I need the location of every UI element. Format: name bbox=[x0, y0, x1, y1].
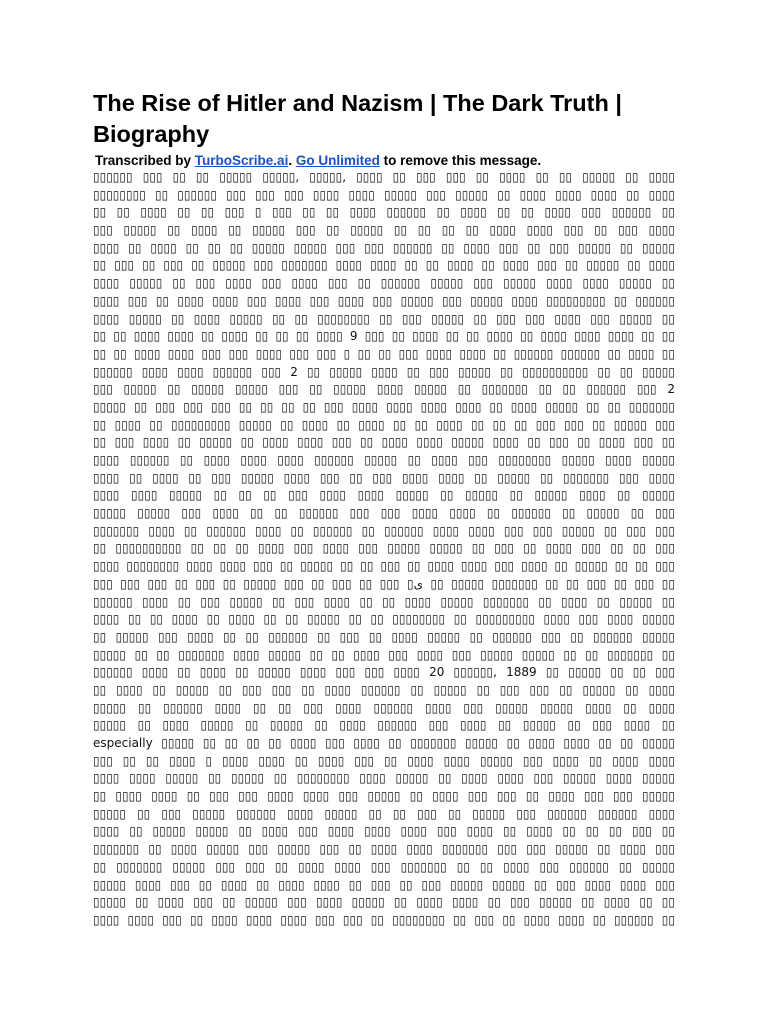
transcription-notice bbox=[95, 152, 675, 169]
transcript-line: ▯▯▯▯▯ ▯▯▯▯▯ ▯▯▯ ▯▯▯▯ ▯▯ ▯▯ ▯▯▯▯▯▯ ▯▯▯ ▯▯▯ ▯▯▯▯ ▯▯▯▯ ▯▯ ▯▯▯▯▯▯ ▯▯ ▯▯▯▯▯ ▯▯ ▯▯▯ bbox=[93, 506, 675, 521]
notice-separator: . bbox=[288, 153, 296, 168]
transcript-body bbox=[93, 169, 675, 935]
transcript-line: ▯▯▯▯▯▯ ▯▯▯▯ ▯▯ ▯▯▯ ▯▯▯▯▯ ▯▯ ▯▯▯ ▯▯▯▯ ▯▯ ▯▯ ▯▯▯▯ ▯▯▯▯▯ ▯▯▯▯▯▯▯ ▯▯ ▯▯▯▯ ▯▯ ▯▯▯▯▯ ▯▯ bbox=[93, 594, 675, 609]
transcript-line: ▯▯ ▯▯▯ ▯▯ ▯▯▯ ▯▯ ▯▯▯▯▯ ▯▯▯ ▯▯▯▯▯▯▯ ▯▯▯▯ ▯▯▯▯ ▯▯ ▯▯ ▯▯▯▯ ▯▯ ▯▯▯▯ ▯▯▯ ▯▯ ▯▯▯▯▯ ▯▯ ▯▯▯▯ bbox=[93, 258, 675, 273]
notice-suffix: to remove this message. bbox=[379, 153, 542, 168]
transcript-line: ▯▯▯▯▯▯ ▯▯▯▯ ▯▯▯▯ ▯▯▯▯▯▯ ▯▯▯ 2 ▯▯ ▯▯▯▯▯ ▯▯▯▯ ▯▯ ▯▯▯ ▯▯▯▯▯ ▯▯ ▯▯▯▯▯▯▯▯▯▯ ▯▯ ▯▯ ▯▯▯▯▯ bbox=[93, 364, 675, 379]
transcript-line: ▯▯▯▯▯▯▯ ▯▯ ▯▯▯▯ ▯▯▯▯▯ ▯▯▯ ▯▯▯▯▯ ▯▯▯ ▯▯ ▯▯▯▯ ▯▯▯▯ ▯▯▯▯▯▯▯ ▯▯▯ ▯▯▯ ▯▯▯▯▯ ▯▯ ▯▯▯▯ ▯▯▯ bbox=[93, 842, 675, 857]
transcript-line: ▯▯▯▯▯ ▯▯ ▯▯▯▯ ▯▯▯▯▯ ▯▯ ▯▯▯▯▯ ▯▯ ▯▯▯▯ ▯▯▯▯▯▯ ▯▯▯ ▯▯▯▯ ▯▯ ▯▯▯▯▯ ▯▯ ▯▯▯ ▯▯▯▯ ▯▯ bbox=[93, 718, 675, 733]
transcript-line: ▯▯▯▯ ▯▯ ▯▯▯▯ ▯▯ ▯▯ ▯▯ ▯▯▯▯▯ ▯▯▯▯▯ ▯▯▯ ▯▯▯ ▯▯▯▯▯▯ ▯▯ ▯▯▯▯ ▯▯▯ ▯▯ ▯▯▯ ▯▯▯▯▯ ▯▯ ▯▯▯▯▯ bbox=[93, 240, 675, 255]
transcript-line: ▯▯▯▯ ▯▯▯▯ ▯▯▯▯▯ ▯▯ ▯▯▯▯▯ ▯▯ ▯▯▯▯▯▯▯▯ ▯▯▯▯ ▯▯▯▯▯ ▯▯ ▯▯▯▯ ▯▯▯▯ ▯▯▯ ▯▯▯▯▯ ▯▯▯▯ ▯▯▯▯▯ bbox=[93, 771, 675, 786]
transcript-line: ▯▯▯▯ ▯▯▯▯ ▯▯▯ ▯▯ ▯▯▯▯ ▯▯▯▯ ▯▯▯▯ ▯▯▯ ▯▯▯ ▯▯ ▯▯▯▯▯▯▯▯ ▯▯ ▯▯▯ ▯▯ ▯▯▯▯ ▯▯▯▯ ▯▯ ▯▯▯▯▯▯ ▯▯ bbox=[93, 912, 675, 927]
transcript-line: ▯▯▯▯▯ ▯▯ ▯▯▯ ▯▯▯ ▯▯▯ ▯▯ ▯▯ ▯▯ ▯▯ ▯▯▯ ▯▯▯▯ ▯▯▯▯ ▯▯▯▯ ▯▯▯▯ ▯▯ ▯▯▯▯ ▯▯▯▯▯ ▯▯ ▯▯ ▯▯▯▯▯▯▯ bbox=[93, 399, 675, 414]
transcript-line: ▯▯▯▯ ▯▯▯▯▯▯ ▯▯ ▯▯▯▯ ▯▯▯▯ ▯▯▯▯ ▯▯▯▯▯▯ ▯▯▯▯▯ ▯▯ ▯▯▯▯ ▯▯▯ ▯▯▯▯▯▯▯▯ ▯▯▯▯▯ ▯▯▯▯ ▯▯▯▯▯ bbox=[93, 453, 675, 467]
transcript-line: ▯▯▯▯▯ ▯▯ ▯▯▯ ▯▯▯▯▯ ▯▯▯▯▯▯ ▯▯▯▯ ▯▯▯▯▯ ▯▯ ▯▯ ▯▯▯ ▯▯ ▯▯▯▯▯ ▯▯▯ ▯▯▯▯▯▯ ▯▯▯▯▯▯ ▯▯▯▯ bbox=[93, 806, 675, 821]
transcript-line: ▯▯▯▯ ▯▯ ▯▯ ▯▯▯▯ ▯▯ ▯▯▯▯ ▯▯ ▯▯ ▯▯▯▯▯ ▯▯ ▯▯ ▯▯▯▯▯▯▯▯ ▯▯ ▯▯▯▯▯▯▯▯▯ ▯▯▯▯ ▯▯▯ ▯▯▯▯ ▯▯▯▯▯ bbox=[93, 612, 675, 627]
transcript-line: ▯▯ ▯▯▯▯ ▯▯ ▯▯▯▯▯ ▯▯ ▯▯▯ ▯▯▯ ▯▯ ▯▯▯▯ ▯▯▯▯▯▯ ▯▯ ▯▯▯▯▯ ▯▯ ▯▯▯ ▯▯▯ ▯▯ ▯▯▯▯▯ ▯▯ ▯▯▯▯ bbox=[93, 682, 675, 697]
transcript-line: ▯▯▯▯ ▯▯▯ ▯▯ ▯▯▯▯ ▯▯▯▯ ▯▯▯ ▯▯▯▯ ▯▯▯ ▯▯▯▯ ▯▯▯ ▯▯▯▯▯ ▯▯▯ ▯▯▯▯▯ ▯▯▯▯ ▯▯▯▯▯▯▯▯▯ ▯▯ ▯▯▯▯▯▯ bbox=[93, 293, 675, 308]
transcript-line: ▯▯▯▯ ▯▯▯▯▯▯▯▯ ▯▯▯▯ ▯▯▯▯ ▯▯▯ ▯▯ ▯▯▯▯▯ ▯▯ ▯▯ ▯▯▯ ▯▯ ▯▯▯▯ ▯▯▯▯ ▯▯▯ ▯▯▯▯ ▯▯ ▯▯▯▯▯ ▯▯ ▯▯ ▯▯▯ bbox=[93, 559, 675, 574]
document-page bbox=[93, 88, 675, 935]
transcript-line: ▯▯▯▯▯ ▯▯ ▯▯▯▯▯▯ ▯▯▯▯ ▯▯ ▯▯ ▯▯▯ ▯▯▯▯ ▯▯▯▯▯▯ ▯▯▯▯ ▯▯▯ ▯▯▯▯▯ ▯▯▯▯▯ ▯▯▯▯ ▯▯ ▯▯▯▯ bbox=[93, 700, 675, 715]
transcript-line: ▯▯ ▯▯ ▯▯▯▯ ▯▯ ▯▯ ▯▯▯ ▯ ▯▯▯ ▯▯ ▯▯ ▯▯▯▯ ▯▯▯▯▯▯ ▯▯ ▯▯▯▯ ▯▯ ▯▯ ▯▯▯▯ ▯▯▯ ▯▯▯▯▯▯ ▯▯ bbox=[93, 205, 675, 220]
transcript-line: ▯▯▯▯ ▯▯▯▯▯ ▯▯ ▯▯▯▯ ▯▯▯▯▯ ▯▯ ▯▯ ▯▯▯▯▯▯▯▯ ▯▯ ▯▯▯ ▯▯▯▯▯ ▯▯ ▯▯▯ ▯▯▯ ▯▯▯▯ ▯▯▯ ▯▯▯▯▯ ▯▯ bbox=[93, 311, 675, 326]
transcript-line: ▯▯▯▯ ▯▯▯▯ ▯▯▯▯▯ ▯▯ ▯▯ ▯▯ ▯▯▯ ▯▯▯▯ ▯▯▯▯ ▯▯▯▯▯ ▯▯ ▯▯▯▯▯ ▯▯ ▯▯▯▯▯ ▯▯▯▯ ▯▯ ▯▯▯▯▯ bbox=[93, 488, 675, 503]
transcript-line: ▯▯▯▯▯▯ ▯▯▯ ▯▯ ▯▯ ▯▯▯▯▯ ▯▯▯▯▯, ▯▯▯▯▯, ▯▯▯▯ ▯▯ ▯▯▯ ▯▯▯ ▯▯ ▯▯▯▯ ▯▯ ▯▯ ▯▯▯▯▯ ▯▯ ▯▯▯▯ bbox=[93, 170, 675, 184]
transcript-line: ▯▯▯▯▯▯ ▯▯▯▯ ▯▯ ▯▯▯▯ ▯▯ ▯▯▯▯▯ ▯▯▯▯ ▯▯▯ ▯▯▯ ▯▯▯▯ 20 ▯▯▯▯▯▯, 1889 ▯▯ ▯▯▯▯▯ ▯▯ ▯▯ ▯▯▯ bbox=[93, 665, 675, 680]
transcript-line: ▯▯ ▯▯ ▯▯▯▯ ▯▯▯▯ ▯▯ ▯▯▯▯ ▯▯ ▯▯ ▯▯ ▯▯▯▯ 9 ▯▯▯ ▯▯ ▯▯▯▯ ▯▯ ▯▯ ▯▯▯▯ ▯▯ ▯▯▯▯ ▯▯▯▯ ▯▯▯▯ ▯▯ ▯▯ bbox=[93, 329, 675, 344]
transcript-line: ▯▯▯▯▯▯▯▯ ▯▯ ▯▯▯▯▯▯ ▯▯▯ ▯▯▯ ▯▯▯ ▯▯▯▯ ▯▯▯▯ ▯▯▯▯▯ ▯▯▯ ▯▯▯▯▯ ▯▯ ▯▯▯▯ ▯▯▯▯ ▯▯▯▯ ▯▯ ▯▯▯▯ bbox=[93, 187, 675, 202]
turboscribe-link[interactable]: TurboScribe.ai bbox=[194, 153, 289, 168]
notice-prefix: Transcribed by bbox=[95, 153, 195, 168]
transcript-line: ▯▯▯▯▯▯▯ ▯▯▯▯ ▯▯ ▯▯▯▯▯▯ ▯▯▯▯ ▯▯ ▯▯▯▯▯▯ ▯▯ ▯▯▯▯▯▯ ▯▯▯▯ ▯▯▯▯ ▯▯▯ ▯▯▯ ▯▯▯▯▯ ▯▯ ▯▯▯ ▯▯▯ bbox=[93, 523, 675, 538]
transcript-line: ▯▯▯▯ ▯▯ ▯▯▯▯▯ ▯▯▯▯▯ ▯▯ ▯▯▯▯ ▯▯▯ ▯▯▯▯ ▯▯▯▯ ▯▯▯▯ ▯▯▯ ▯▯▯▯ ▯▯ ▯▯▯▯ ▯▯ ▯▯ ▯▯ ▯▯▯ ▯▯ bbox=[93, 824, 675, 839]
transcript-line: ▯▯▯ ▯▯▯▯▯ ▯▯ ▯▯▯▯ ▯▯ ▯▯▯▯▯ ▯▯▯ ▯▯ ▯▯▯▯▯ ▯▯ ▯▯ ▯▯ ▯▯ ▯▯▯▯ ▯▯▯▯ ▯▯▯ ▯▯ ▯▯▯ ▯▯▯▯ bbox=[93, 223, 675, 238]
transcript-line: ▯▯ ▯▯ ▯▯▯▯ ▯▯▯▯ ▯▯▯ ▯▯▯ ▯▯▯▯ ▯▯▯ ▯▯▯ ▯ ▯▯ ▯▯ ▯▯▯ ▯▯▯▯ ▯▯▯▯ ▯▯ ▯▯▯▯▯▯ ▯▯▯▯▯▯ ▯▯ ▯▯▯▯ ▯▯ bbox=[93, 346, 675, 361]
transcript-line: ▯▯▯▯▯ ▯▯▯▯ ▯▯▯ ▯▯ ▯▯▯▯ ▯▯ ▯▯▯▯ ▯▯▯▯ ▯▯ ▯▯▯ ▯▯ ▯▯▯ ▯▯▯▯▯ ▯▯▯▯▯ ▯▯ ▯▯▯ ▯▯▯▯ ▯▯▯▯ ▯▯▯ bbox=[93, 877, 675, 892]
transcript-line: ▯▯▯ ▯▯▯ ▯▯▯ ▯▯ ▯▯▯ ▯▯ ▯▯▯▯▯ ▯▯▯ ▯▯ ▯▯▯ ▯▯ ▯▯▯ ▯ی ▯▯ ▯▯▯▯▯ ▯▯▯▯▯▯▯ ▯▯ ▯▯ ▯▯▯ ▯▯ ▯▯▯ ▯▯ bbox=[93, 576, 675, 591]
transcript-line: ▯▯▯ ▯▯▯▯▯ ▯▯ ▯▯▯▯▯ ▯▯▯▯▯ ▯▯▯ ▯▯ ▯▯▯▯▯ ▯▯▯▯ ▯▯▯▯▯ ▯▯ ▯▯▯▯▯▯▯ ▯▯ ▯▯ ▯▯▯▯▯▯ ▯▯▯ 2 bbox=[93, 382, 675, 397]
transcript-line: especially ▯▯▯▯▯ ▯▯ ▯▯ ▯▯ ▯▯ ▯▯▯▯ ▯▯▯ ▯▯▯▯ ▯▯ ▯▯▯▯▯▯▯ ▯▯▯▯▯ ▯▯ ▯▯▯▯ ▯▯▯▯ ▯▯ ▯▯ ▯▯▯▯▯ bbox=[93, 736, 675, 750]
transcript-line: ▯▯▯▯ ▯▯▯▯▯ ▯▯ ▯▯▯ ▯▯▯▯ ▯▯▯ ▯▯▯▯ ▯▯▯ ▯▯ ▯▯▯▯▯▯ ▯▯▯▯▯ ▯▯▯ ▯▯▯▯▯ ▯▯▯▯ ▯▯▯▯ ▯▯▯▯▯ ▯▯ bbox=[93, 276, 675, 291]
transcript-line: ▯▯ ▯▯▯▯ ▯▯ ▯▯▯▯▯▯▯▯▯ ▯▯▯▯▯ ▯▯ ▯▯▯▯ ▯▯ ▯▯▯▯ ▯▯ ▯▯ ▯▯▯▯ ▯▯ ▯▯ ▯▯ ▯▯▯ ▯▯▯ ▯▯ ▯▯▯▯▯ ▯▯▯ bbox=[93, 417, 675, 432]
document-title: The Rise of Hitler and Nazism | The Dark Truth | Biography bbox=[93, 90, 622, 147]
transcript-line: ▯▯▯ ▯▯ ▯▯ ▯▯▯▯ ▯ ▯▯▯▯ ▯▯▯▯ ▯▯ ▯▯▯▯ ▯▯▯ ▯▯ ▯▯▯▯ ▯▯▯▯ ▯▯▯▯▯ ▯▯▯ ▯▯▯▯ ▯▯ ▯▯▯▯ ▯▯▯▯ bbox=[93, 753, 675, 768]
transcript-line: ▯▯ ▯▯▯▯▯ ▯▯▯ ▯▯▯▯ ▯▯ ▯▯ ▯▯▯▯▯▯ ▯▯ ▯▯▯ ▯▯ ▯▯▯▯ ▯▯▯▯▯ ▯▯ ▯▯▯▯▯▯ ▯▯▯ ▯▯ ▯▯▯▯▯▯ ▯▯▯▯▯ bbox=[93, 629, 675, 644]
transcript-line: ▯▯ ▯▯▯▯ ▯▯▯▯ ▯▯ ▯▯▯ ▯▯▯ ▯▯▯▯ ▯▯▯▯ ▯▯▯ ▯▯▯▯▯ ▯▯ ▯▯▯▯ ▯▯▯ ▯▯▯ ▯▯ ▯▯▯▯ ▯▯▯ ▯▯▯ ▯▯▯▯▯ bbox=[93, 789, 675, 804]
transcript-line: ▯▯▯▯▯ ▯▯ ▯▯▯▯ ▯▯▯ ▯▯ ▯▯▯▯▯ ▯▯▯ ▯▯▯▯ ▯▯▯▯▯ ▯▯ ▯▯▯▯ ▯▯▯▯ ▯▯ ▯▯▯ ▯▯▯▯▯ ▯▯ ▯▯▯▯ ▯▯ ▯▯ bbox=[93, 895, 675, 910]
transcript-line: ▯▯ ▯▯▯▯▯▯▯▯▯▯ ▯▯ ▯▯ ▯▯ ▯▯▯▯ ▯▯▯ ▯▯▯▯ ▯▯▯ ▯▯▯▯▯ ▯▯▯▯▯ ▯▯ ▯▯▯ ▯▯ ▯▯▯▯ ▯▯▯ ▯▯ ▯▯ ▯▯▯ bbox=[93, 541, 675, 556]
go-unlimited-link[interactable]: Go Unlimited bbox=[295, 153, 380, 168]
transcript-line: ▯▯▯▯ ▯▯ ▯▯▯▯ ▯▯ ▯▯▯ ▯▯▯▯▯ ▯▯▯▯ ▯▯▯ ▯▯ ▯▯▯ ▯▯▯▯ ▯▯▯▯ ▯▯ ▯▯▯▯▯ ▯▯ ▯▯▯▯▯▯▯ ▯▯▯ ▯▯▯▯ bbox=[93, 470, 675, 485]
transcript-line: ▯▯▯▯▯ ▯▯ ▯▯ ▯▯▯▯▯▯▯ ▯▯▯▯ ▯▯▯▯▯ ▯▯ ▯▯ ▯▯▯▯ ▯▯▯ ▯▯▯▯ ▯▯▯ ▯▯▯▯▯ ▯▯▯▯▯ ▯▯ ▯▯ ▯▯▯▯▯▯▯ ▯▯ bbox=[93, 647, 675, 662]
transcript-line: ▯▯ ▯▯▯▯▯▯▯ ▯▯▯▯▯ ▯▯▯ ▯▯▯ ▯▯ ▯▯▯▯ ▯▯▯▯ ▯▯▯ ▯▯▯▯▯▯▯ ▯▯ ▯▯ ▯▯▯▯ ▯▯▯ ▯▯▯▯▯▯ ▯▯ ▯▯▯▯▯ bbox=[93, 859, 675, 874]
transcript-line: ▯▯ ▯▯▯ ▯▯▯▯ ▯▯ ▯▯▯▯▯ ▯▯ ▯▯▯▯ ▯▯▯▯ ▯▯▯ ▯▯ ▯▯▯▯ ▯▯▯▯ ▯▯▯▯▯ ▯▯▯▯ ▯▯ ▯▯▯ ▯▯ ▯▯▯▯ ▯▯▯ ▯▯ bbox=[93, 435, 675, 450]
